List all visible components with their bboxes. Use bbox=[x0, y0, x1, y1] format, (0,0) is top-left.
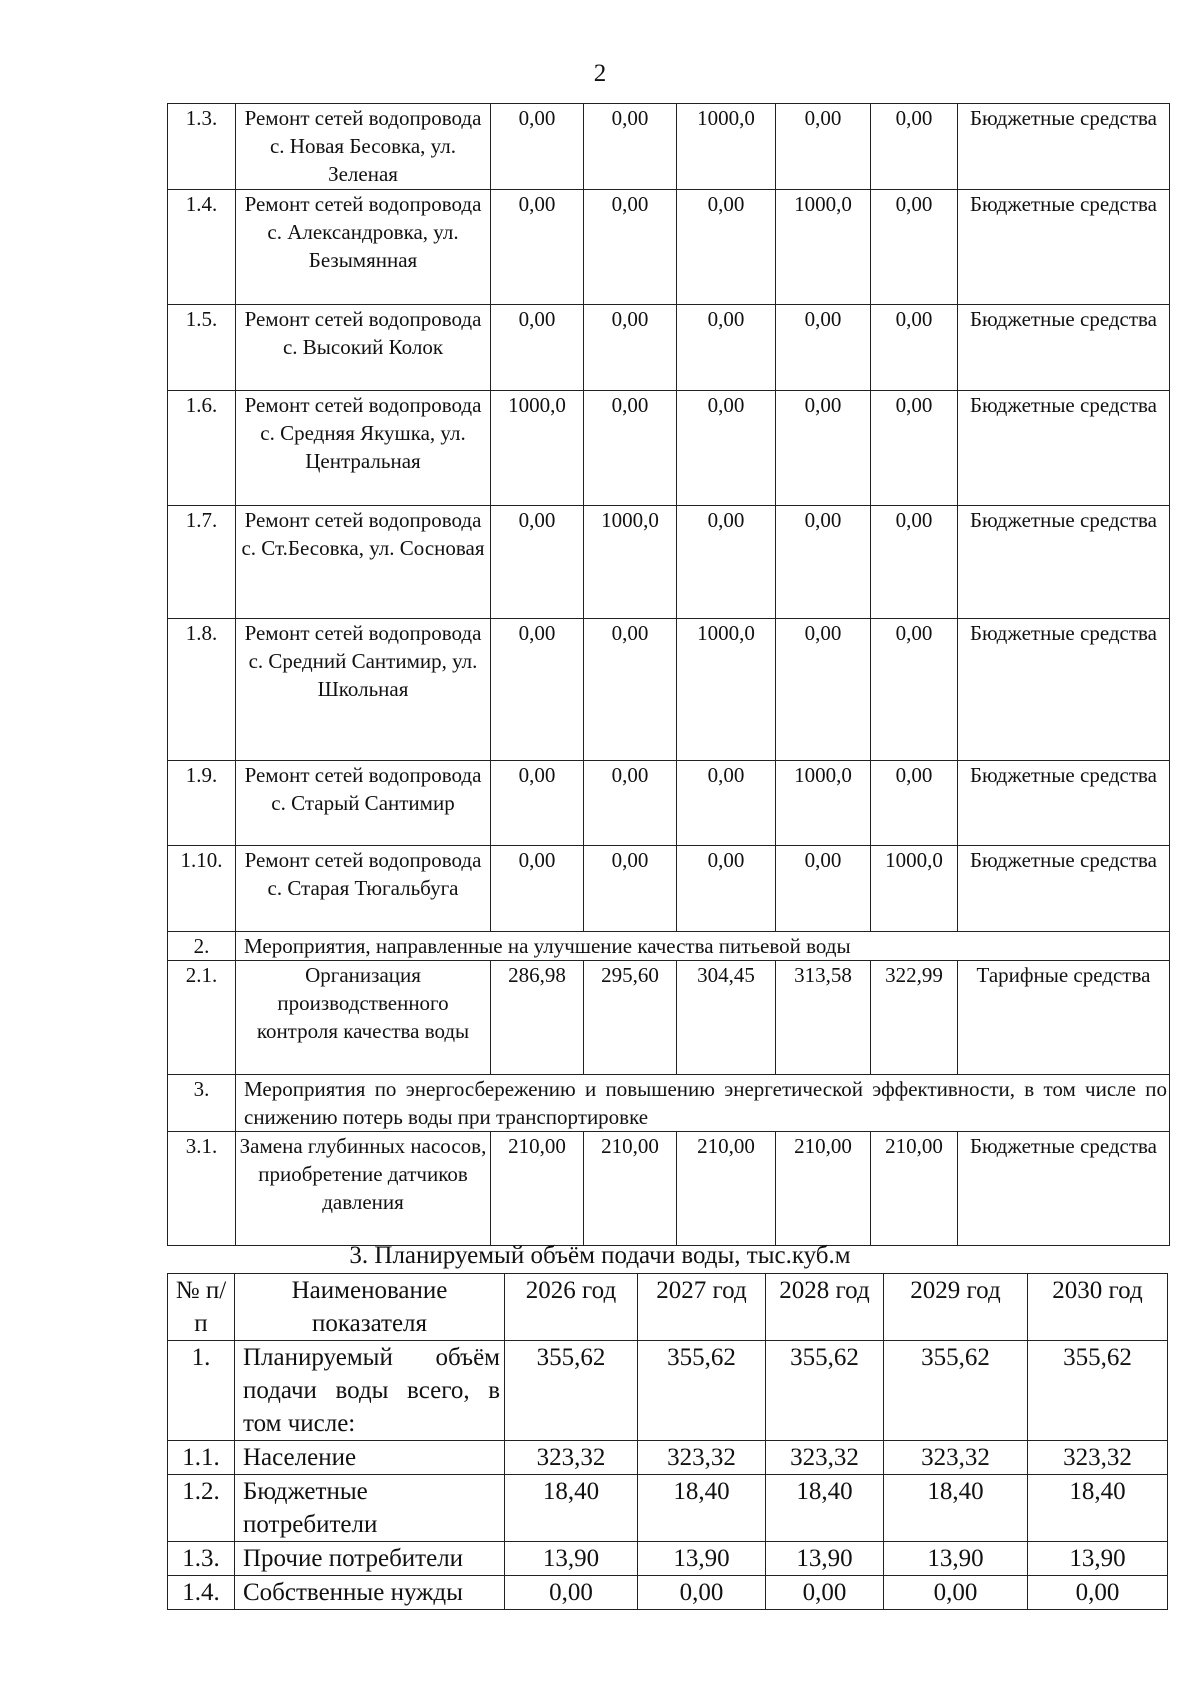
section-row bbox=[168, 932, 1170, 961]
section-row bbox=[168, 1075, 1170, 1132]
value-2029: 0,00 bbox=[776, 391, 871, 506]
value-2026: 0,00 bbox=[491, 846, 584, 932]
value-2026: 18,40 bbox=[505, 1475, 638, 1542]
value-2030: 322,99 bbox=[871, 961, 958, 1075]
value-2029: 323,32 bbox=[884, 1441, 1028, 1475]
measures-table bbox=[167, 103, 1170, 1246]
value-2029: 1000,0 bbox=[776, 761, 871, 846]
value-2028: 1000,0 bbox=[677, 104, 776, 190]
measure-name: Ремонт сетей водопровода с. Новая Бесовка, ул. Зеленая bbox=[236, 104, 491, 190]
value-2028: 0,00 bbox=[677, 190, 776, 305]
value-2030: 13,90 bbox=[1028, 1542, 1168, 1576]
table-row bbox=[168, 619, 1170, 761]
value-2029: 355,62 bbox=[884, 1341, 1028, 1441]
value-2028: 1000,0 bbox=[677, 619, 776, 761]
table-row bbox=[168, 961, 1170, 1075]
table-row bbox=[168, 1475, 1168, 1542]
value-2030: 323,32 bbox=[1028, 1441, 1168, 1475]
value-2030: 0,00 bbox=[1028, 1576, 1168, 1610]
row-number: 1. bbox=[168, 1341, 235, 1441]
section-number: 3. bbox=[168, 1075, 236, 1132]
value-2027: 323,32 bbox=[638, 1441, 766, 1475]
table-row bbox=[168, 1132, 1170, 1246]
row-number: 1.3. bbox=[168, 104, 236, 190]
value-2027: 355,62 bbox=[638, 1341, 766, 1441]
value-2026: 13,90 bbox=[505, 1542, 638, 1576]
value-2030: 18,40 bbox=[1028, 1475, 1168, 1542]
value-2027: 1000,0 bbox=[584, 506, 677, 619]
value-2029: 1000,0 bbox=[776, 190, 871, 305]
value-2030: 0,00 bbox=[871, 190, 958, 305]
row-number: 1.2. bbox=[168, 1475, 235, 1542]
value-2029: 0,00 bbox=[776, 619, 871, 761]
value-2027: 210,00 bbox=[584, 1132, 677, 1246]
row-number: 1.4. bbox=[168, 190, 236, 305]
funding-source: Бюджетные средства bbox=[958, 619, 1170, 761]
funding-source: Бюджетные средства bbox=[958, 846, 1170, 932]
row-number: 2.1. bbox=[168, 961, 236, 1075]
row-number: 1.7. bbox=[168, 506, 236, 619]
measure-name: Ремонт сетей водопровода с. Высокий Колок bbox=[236, 305, 491, 391]
funding-source: Бюджетные средства bbox=[958, 104, 1170, 190]
measure-name: Ремонт сетей водопровода с. Старая Тюгальбуга bbox=[236, 846, 491, 932]
column-header-2029: 2029 год bbox=[884, 1274, 1028, 1341]
column-header-2028: 2028 год bbox=[766, 1274, 884, 1341]
value-2026: 323,32 bbox=[505, 1441, 638, 1475]
value-2029: 0,00 bbox=[776, 506, 871, 619]
row-number: 1.6. bbox=[168, 391, 236, 506]
value-2030: 355,62 bbox=[1028, 1341, 1168, 1441]
section-number: 2. bbox=[168, 932, 236, 961]
value-2030: 210,00 bbox=[871, 1132, 958, 1246]
value-2028: 0,00 bbox=[677, 846, 776, 932]
value-2026: 0,00 bbox=[491, 190, 584, 305]
value-2027: 0,00 bbox=[584, 761, 677, 846]
table-row bbox=[168, 506, 1170, 619]
value-2028: 355,62 bbox=[766, 1341, 884, 1441]
value-2027: 0,00 bbox=[584, 619, 677, 761]
value-2027: 295,60 bbox=[584, 961, 677, 1075]
row-number: 1.10. bbox=[168, 846, 236, 932]
page-number: 2 bbox=[593, 60, 607, 87]
value-2026: 286,98 bbox=[491, 961, 584, 1075]
value-2026: 0,00 bbox=[491, 619, 584, 761]
value-2028: 13,90 bbox=[766, 1542, 884, 1576]
funding-source: Бюджетные средства bbox=[958, 761, 1170, 846]
section-title: Мероприятия по энергосбережению и повышению энергетической эффективности, в том числе по снижению потерь воды при транспортировке bbox=[236, 1075, 1170, 1132]
value-2027: 0,00 bbox=[638, 1576, 766, 1610]
table-row bbox=[168, 1576, 1168, 1610]
value-2027: 0,00 bbox=[584, 846, 677, 932]
indicator-name: Планируемый объём подачи воды всего, в том числе: bbox=[235, 1341, 505, 1441]
value-2029: 313,58 bbox=[776, 961, 871, 1075]
table-row bbox=[168, 1542, 1168, 1576]
value-2030: 0,00 bbox=[871, 305, 958, 391]
measure-name: Ремонт сетей водопровода с. Александровка, ул. Безымянная bbox=[236, 190, 491, 305]
funding-source: Тарифные средства bbox=[958, 961, 1170, 1075]
value-2029: 13,90 bbox=[884, 1542, 1028, 1576]
indicator-name: Бюджетные потребители bbox=[235, 1475, 505, 1542]
volume-table bbox=[167, 1273, 1168, 1610]
row-number: 1.5. bbox=[168, 305, 236, 391]
row-number: 1.1. bbox=[168, 1441, 235, 1475]
value-2029: 0,00 bbox=[776, 104, 871, 190]
value-2026: 0,00 bbox=[505, 1576, 638, 1610]
column-header-2026: 2026 год bbox=[505, 1274, 638, 1341]
value-2027: 0,00 bbox=[584, 305, 677, 391]
value-2026: 1000,0 bbox=[491, 391, 584, 506]
value-2028: 0,00 bbox=[677, 506, 776, 619]
value-2029: 0,00 bbox=[776, 305, 871, 391]
table-row bbox=[168, 391, 1170, 506]
funding-source: Бюджетные средства bbox=[958, 506, 1170, 619]
measure-name: Организация производственного контроля качества воды bbox=[236, 961, 491, 1075]
funding-source: Бюджетные средства bbox=[958, 305, 1170, 391]
value-2030: 1000,0 bbox=[871, 846, 958, 932]
value-2026: 210,00 bbox=[491, 1132, 584, 1246]
value-2030: 0,00 bbox=[871, 506, 958, 619]
value-2026: 355,62 bbox=[505, 1341, 638, 1441]
measure-name: Ремонт сетей водопровода с. Средняя Якушка, ул. Центральная bbox=[236, 391, 491, 506]
value-2030: 0,00 bbox=[871, 391, 958, 506]
value-2026: 0,00 bbox=[491, 305, 584, 391]
value-2027: 13,90 bbox=[638, 1542, 766, 1576]
value-2028: 210,00 bbox=[677, 1132, 776, 1246]
table-row bbox=[168, 761, 1170, 846]
row-number: 1.4. bbox=[168, 1576, 235, 1610]
value-2028: 0,00 bbox=[677, 305, 776, 391]
row-number: 1.3. bbox=[168, 1542, 235, 1576]
value-2028: 0,00 bbox=[677, 391, 776, 506]
table-row bbox=[168, 104, 1170, 190]
volume-section-title: 3. Планируемый объём подачи воды, тыс.куб.м bbox=[349, 1242, 851, 1269]
value-2028: 18,40 bbox=[766, 1475, 884, 1542]
value-2026: 0,00 bbox=[491, 104, 584, 190]
column-header-number: № п/п bbox=[168, 1274, 235, 1341]
row-number: 3.1. bbox=[168, 1132, 236, 1246]
indicator-name: Прочие потребители bbox=[235, 1542, 505, 1576]
table-row bbox=[168, 305, 1170, 391]
column-header-2027: 2027 год bbox=[638, 1274, 766, 1341]
table-row bbox=[168, 1341, 1168, 1441]
value-2027: 0,00 bbox=[584, 391, 677, 506]
value-2028: 304,45 bbox=[677, 961, 776, 1075]
column-header-name: Наименование показателя bbox=[235, 1274, 505, 1341]
value-2029: 210,00 bbox=[776, 1132, 871, 1246]
funding-source: Бюджетные средства bbox=[958, 190, 1170, 305]
funding-source: Бюджетные средства bbox=[958, 1132, 1170, 1246]
value-2030: 0,00 bbox=[871, 619, 958, 761]
value-2028: 323,32 bbox=[766, 1441, 884, 1475]
value-2028: 0,00 bbox=[766, 1576, 884, 1610]
value-2028: 0,00 bbox=[677, 761, 776, 846]
value-2027: 0,00 bbox=[584, 104, 677, 190]
table-row bbox=[168, 1441, 1168, 1475]
funding-source: Бюджетные средства bbox=[958, 391, 1170, 506]
value-2026: 0,00 bbox=[491, 761, 584, 846]
header-row bbox=[168, 1274, 1168, 1341]
value-2029: 18,40 bbox=[884, 1475, 1028, 1542]
column-header-2030: 2030 год bbox=[1028, 1274, 1168, 1341]
measure-name: Ремонт сетей водопровода с. Средний Сантимир, ул. Школьная bbox=[236, 619, 491, 761]
measure-name: Ремонт сетей водопровода с. Ст.Бесовка, ул. Сосновая bbox=[236, 506, 491, 619]
value-2030: 0,00 bbox=[871, 104, 958, 190]
value-2027: 18,40 bbox=[638, 1475, 766, 1542]
value-2029: 0,00 bbox=[884, 1576, 1028, 1610]
value-2026: 0,00 bbox=[491, 506, 584, 619]
row-number: 1.9. bbox=[168, 761, 236, 846]
indicator-name: Собственные нужды bbox=[235, 1576, 505, 1610]
indicator-name: Население bbox=[235, 1441, 505, 1475]
table-row bbox=[168, 190, 1170, 305]
value-2030: 0,00 bbox=[871, 761, 958, 846]
row-number: 1.8. bbox=[168, 619, 236, 761]
table-row bbox=[168, 846, 1170, 932]
value-2027: 0,00 bbox=[584, 190, 677, 305]
measure-name: Замена глубинных насосов, приобретение датчиков давления bbox=[236, 1132, 491, 1246]
value-2029: 0,00 bbox=[776, 846, 871, 932]
measure-name: Ремонт сетей водопровода с. Старый Сантимир bbox=[236, 761, 491, 846]
section-title: Мероприятия, направленные на улучшение качества питьевой воды bbox=[236, 932, 1170, 961]
